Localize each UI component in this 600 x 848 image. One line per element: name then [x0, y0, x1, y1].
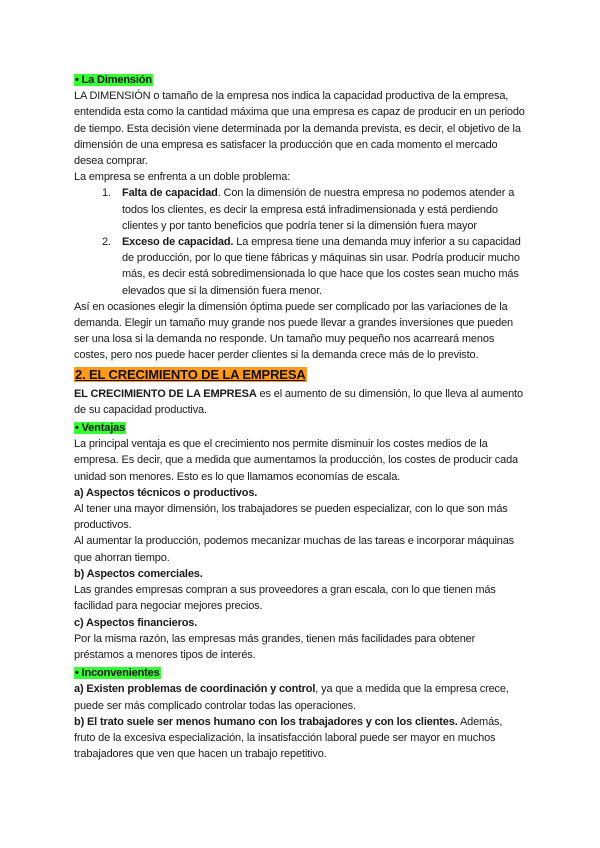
- technical-aspects-paragraph-1: Al tener una mayor dimensión, los trabajadores se pueden especializar, con lo que son más productivos.: [74, 503, 508, 532]
- commercial-aspects-paragraph: Las grandes empresas compran a sus proveedores a gran escala, con lo que tienen más facilidad para negociar mejores precios.: [74, 584, 496, 613]
- list-item: [102, 185, 526, 234]
- growth-intro-text: es el aumento de su dimensión, lo que lleva al aumento de su capacidad productiva.: [74, 387, 523, 416]
- financial-aspects-title: c) Aspectos financieros.: [74, 616, 198, 629]
- disadvantage-b-title: b) El trato suele ser menos humano con los trabajadores y con los clientes.: [74, 715, 458, 728]
- list-item-text: La empresa tiene una demanda muy inferior a su capacidad de producción, por lo que tiene fábricas y máquinas sin usar. Podría producir mucho más, es decir está sobredimensionada lo que hace que los costes sean mucho más elevados que si la dimensión fuera menor.: [122, 236, 521, 297]
- growth-heading: 2. EL CRECIMIENTO DE LA EMPRESA: [75, 366, 306, 382]
- list-item-title: Falta de capacidad: [122, 187, 218, 200]
- dimension-heading-line: [74, 72, 526, 88]
- list-number: 1.: [102, 187, 111, 200]
- commercial-aspects-title: b) Aspectos comerciales.: [74, 567, 203, 580]
- advantages-heading-line: [74, 420, 526, 436]
- advantages-paragraph: La principal ventaja es que el crecimiento nos permite disminuir los costes medios de la empresa. Es decir, que a medida que aumentamos la producción, los costes de producir cada unidad son menores. Esto es lo que llamamos economías de escala.: [74, 438, 519, 483]
- technical-aspects-title: a) Aspectos técnicos o productivos.: [74, 486, 258, 499]
- disadvantage-a-text: , ya que a medida que la empresa crece, puede ser más complicado controlar todas las operaciones.: [74, 683, 509, 712]
- list-item: [102, 234, 526, 299]
- dimension-paragraph-2: La empresa se enfrenta a un doble problema:: [74, 171, 291, 184]
- disadvantage-b-text: Además, fruto de la excesiva especialización, la insatisfacción laboral puede ser mayor en muchos trabajadores que ven que hacen un trabajo repetitivo.: [74, 715, 503, 761]
- financial-aspects-paragraph: Por la misma razón, las empresas más grandes, tienen más facilidades para obtener préstamos a menores tipos de interés.: [74, 632, 476, 661]
- disadvantages-heading-line: [74, 665, 526, 681]
- dimension-paragraph-1: LA DIMENSIÓN o tamaño de la empresa nos indica la capacidad productiva de la empresa, entendida esta como la cantidad máxima que una empresa es capaz de producir en un periodo de tiempo. Esta decisión viene determinada por la demanda prevista, es decir, el objetivo de la dimensión de una empresa es satisfacer la producción que en cada momento el mercado desea comprar.: [74, 90, 525, 168]
- list-item-title: Exceso de capacidad.: [122, 236, 234, 249]
- disadvantage-b: [74, 714, 526, 763]
- disadvantages-heading: • Inconvenientes: [75, 667, 160, 680]
- advantages-heading: • Ventajas: [75, 422, 126, 435]
- growth-intro: [74, 386, 526, 418]
- list-item-text: . Con la dimensión de nuestra empresa no podemos atender a todos los clientes, es decir la empresa está infradimensionada y está perdiendo clientes y por tanto beneficios que podría tener si la dimensión fuera mayor: [122, 187, 515, 232]
- growth-heading-line: [74, 365, 526, 386]
- disadvantage-a: [74, 681, 526, 713]
- dimension-heading: • La Dimensión: [75, 74, 152, 86]
- problem-list: [74, 185, 526, 298]
- dimension-paragraph-3: Así en ocasiones elegir la dimensión óptima puede ser complicado por las variaciones de la demanda. Elegir un tamaño muy grande nos puede llevar a grandes inversiones que pueden ser una losa si la demanda no responde. Un tamaño muy pequeño nos acarreará menos costes, pero nos puede hacer perder clientes si la demanda crece más de lo previsto.: [74, 300, 514, 362]
- growth-intro-term: EL CRECIMIENTO DE LA EMPRESA: [74, 387, 257, 400]
- list-number: 2.: [102, 236, 111, 249]
- disadvantage-a-title: a) Existen problemas de coordinación y control: [74, 683, 316, 696]
- technical-aspects-paragraph-2: Al aumentar la producción, podemos mecanizar muchas de las tareas e incorporar máquinas que ahorran tiempo.: [74, 535, 515, 564]
